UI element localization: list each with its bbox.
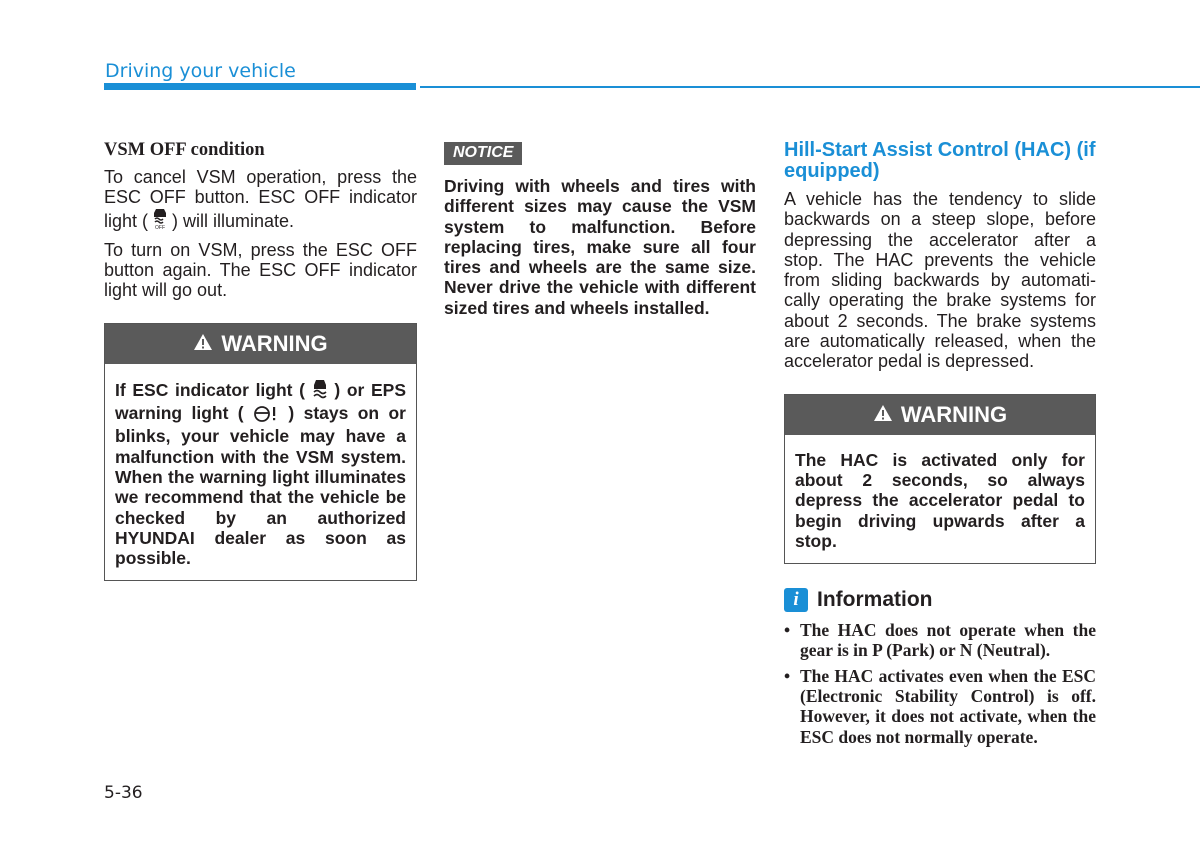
eps-warning-icon — [253, 404, 279, 426]
list-item: • The HAC does not operate when the gear is in P (Park) or N (Neutral). — [784, 620, 1096, 661]
warning-text-part2: ) or EPS warning light ( — [115, 379, 406, 424]
warning-label: WARNING — [900, 401, 1008, 427]
warning-text — [105, 364, 416, 581]
notice-text: Driving with wheels and tires with different sizes may cause the VSM system to malfunction. Before replacing tires, make sure all four tires and wheels are the same size. Never drive the vehicle with different sized tires and wheels installed. — [444, 176, 756, 318]
section-title: Driving your vehicle — [105, 60, 296, 82]
p1-after: ) will illuminate. — [167, 210, 295, 231]
information-list — [784, 620, 1096, 747]
page-number: 5-36 — [104, 783, 143, 803]
list-item: • The HAC activates even when the ESC (Electronic Stability Control) is off. However, it does not activate, when the ESC does not normally operate. — [784, 666, 1096, 747]
header-rule-thin — [420, 86, 1200, 88]
p1-before: To cancel VSM operation, press the ESC OFF button. ESC OFF indicator light ( — [104, 167, 417, 231]
warning-box-esc — [104, 323, 417, 582]
column-right — [784, 140, 1096, 752]
warning-header — [105, 324, 416, 364]
vsm-off-paragraph-2: To turn on VSM, press the ESC OFF button again. The ESC OFF indicator light will go out. — [104, 239, 417, 301]
warning-text-part1: If ESC indicator light ( — [115, 379, 312, 400]
information-label: Information — [817, 588, 933, 612]
warning-box-hac — [784, 394, 1096, 564]
information-icon: i — [784, 588, 808, 612]
warning-text-part3: ) stays on or blinks, your vehicle may have a malfunction with the VSM system. When the warning light illuminates we recommend that the vehicle be checked by an authorized HYUNDAI dealer as soon as possible. — [115, 403, 406, 569]
warning-triangle-icon — [193, 331, 213, 357]
vsm-off-heading: VSM OFF condition — [104, 140, 265, 160]
column-left — [104, 140, 417, 581]
hac-body: A vehicle has the tendency to slide backwards on a steep slope, before depressing the accelerator after a stop. The HAC prevents the vehicle from sliding backwards by automati-cally operating the brake systems for about 2 seconds. The brake systems are automatically released, when the accelerator pedal is depressed. — [784, 189, 1096, 372]
information-heading — [784, 588, 1096, 612]
esc-off-indicator-icon — [153, 208, 167, 234]
warning-text: The HAC is activated only for about 2 seconds, so always depress the accelerator pedal to begin driving upwards after a stop. — [795, 449, 1085, 551]
esc-off-icon-label: OFF — [155, 224, 166, 230]
warning-header — [785, 395, 1095, 435]
header-rule-thick — [104, 83, 416, 90]
hac-heading: Hill-Start Assist Control (HAC) (if equipped) — [784, 139, 1096, 182]
warning-triangle-icon — [873, 402, 893, 428]
esc-indicator-icon — [312, 379, 328, 403]
vsm-off-paragraph-1 — [104, 167, 417, 234]
notice-label: NOTICE — [444, 142, 522, 165]
column-middle — [444, 142, 756, 318]
warning-label: WARNING — [221, 330, 328, 356]
